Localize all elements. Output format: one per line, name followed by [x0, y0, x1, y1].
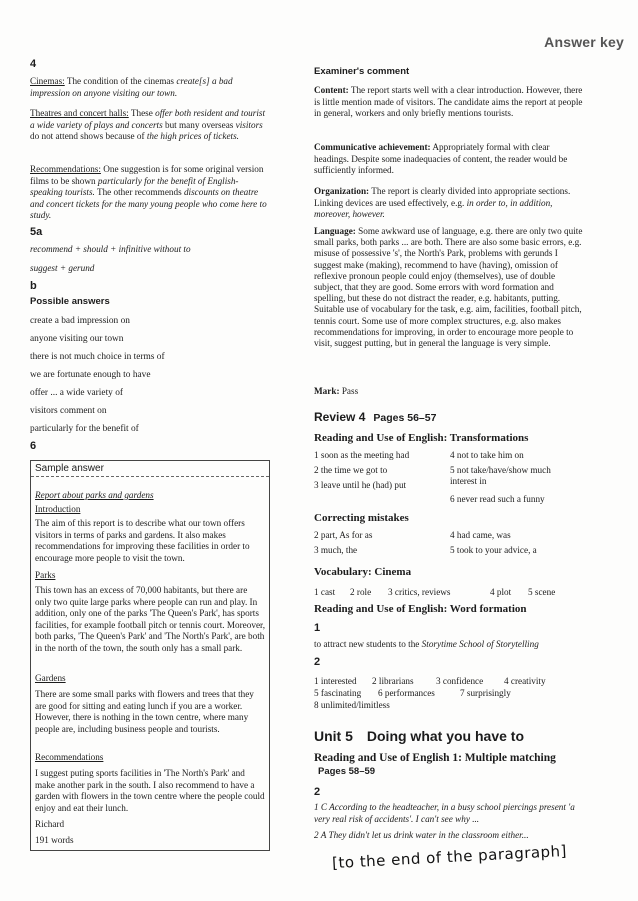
text: Storytime School of Storytelling: [421, 639, 539, 649]
answer-item: 6 never read such a funny: [450, 494, 545, 504]
text: The condition of the cinemas: [64, 76, 177, 86]
comment-mark: [314, 386, 584, 398]
comment-content: [314, 85, 584, 120]
text: but many overseas: [162, 119, 236, 130]
section-heading: Parks: [35, 570, 56, 580]
answer-item: 1 interested: [314, 676, 357, 686]
answer-item: 2 the time we got to: [314, 465, 388, 475]
answer-item: 3 much, the: [314, 545, 358, 555]
answer-item: 1 C According to the headteacher, in a busy school piercings present 'a very real risk of accidents'. I can't see why ...: [314, 802, 575, 824]
text: visitors: [235, 119, 263, 130]
answer-item: 1 soon as the meeting had: [314, 450, 410, 460]
text: in order to, in addition, moreover, however.: [314, 197, 553, 220]
review-title: Review 4: [314, 410, 366, 424]
list-item: anyone visiting our town: [30, 334, 124, 344]
question-number: 1: [314, 622, 321, 634]
answer-item: [314, 639, 584, 651]
review-pages: Pages 56–57: [373, 412, 437, 424]
section-text: This town has an excess of 70,000 habitants, but there are only two quite large parks where people can run and play. In addition, only one of the parks 'The Queen's Park', has sports facilities, for example football pitch or tennis court. Moreover, both parks, 'The Queen's Park' and 'The North's Park', are both in the north of the town, the south only has a small park.: [35, 585, 266, 653]
section-text: There are some small parks with flowers and trees that they are good for sitting and eating lunch if you are a worker. However, there is nothing in the town centre, where many people are, including business people and tourists.: [35, 689, 254, 734]
answer-item: 4 had came, was: [450, 530, 511, 540]
review-heading: [314, 410, 584, 424]
section-heading: Introduction: [35, 504, 81, 514]
label: Communicative achievement:: [314, 142, 431, 152]
sample-answer-box: [30, 460, 270, 851]
section-text: I suggest puting sports facilities in 'The North's Park' and make another park in the south. I also recommend to have a garden with flowers in the town centre where the people could enjoy and eat their lunch.: [35, 768, 265, 813]
section-text: The aim of this report is to describe what our town offers visitors in terms of parks and gardens. It also makes recommendations for improving these facilities in order to encourage more people to visit the town.: [35, 518, 250, 563]
section-title: Reading and Use of English: Word formation: [314, 603, 527, 615]
label: Language:: [314, 226, 356, 236]
answer-item: 5 not take/have/show much interest in: [450, 465, 551, 486]
answer-item: 5 fascinating: [314, 688, 362, 698]
text: particularly for the benefit of English-speaking tourists.: [30, 175, 239, 198]
question-number: 5a: [30, 226, 43, 238]
sample-answer-title: Sample answer: [31, 461, 269, 477]
term: Cinemas:: [30, 76, 65, 86]
list-item: we are fortunate enough to have: [30, 370, 151, 380]
question-number: 6: [30, 440, 37, 452]
comment-organization: [314, 186, 584, 221]
answer-item: 3 critics, reviews: [388, 587, 451, 597]
text: Pass: [339, 386, 359, 396]
list-item: offer ... a wide variety of: [30, 388, 124, 398]
answer-item: 4 plot: [490, 587, 512, 597]
list-item: particularly for the benefit of: [30, 424, 139, 434]
text: Appropriately formal with clear headings. Despite some inadequacies of content, the reader would be sufficiently informed.: [314, 142, 568, 176]
handwritten-note: [to the end of the paragraph]: [331, 841, 568, 873]
section-heading: Gardens: [35, 673, 66, 683]
question-number: 4: [30, 58, 37, 70]
answer-item: 7 surprisingly: [460, 688, 511, 698]
list-item: there is not much choice in terms of: [30, 352, 165, 362]
paragraph-cinemas: [30, 76, 270, 99]
question-number: 2: [314, 656, 321, 668]
answer-item: 4 not to take him on: [450, 450, 524, 460]
label: Mark:: [314, 386, 340, 396]
text: offer both resident and tourist a wide variety of plays and concerts: [30, 108, 266, 130]
comment-communicative: [314, 142, 584, 177]
section-title: [314, 752, 574, 778]
page-header: Answer key: [544, 34, 624, 50]
formula-1: recommend + should + infinitive without to: [30, 244, 191, 254]
unit-title: Doing what you have to: [366, 728, 525, 744]
text: The report is clearly divided into appropriate sections. Linking devices are used effectively, e.g.: [314, 186, 571, 208]
question-number: 2: [314, 786, 321, 798]
pages: Pages 58–59: [318, 766, 376, 777]
term: Recommendations:: [30, 164, 101, 174]
section-title: Correcting mistakes: [314, 512, 409, 524]
text: One suggestion is for some original version films to be shown: [30, 164, 264, 186]
question-number: b: [30, 280, 37, 292]
answer-item: 2 librarians: [372, 676, 414, 686]
answer-item: 1 cast: [314, 587, 336, 597]
label: Organization:: [314, 186, 370, 196]
unit-number: Unit 5: [314, 728, 353, 744]
answer-item: 3 leave until he (had) put: [314, 480, 407, 490]
text: create[s] a bad impression on anyone visiting our town.: [30, 76, 233, 98]
answer-item: 6 performances: [378, 688, 435, 698]
text: The report starts well with a clear introduction. However, there is little mention made of visitors. The candidate aims the report at people in general, workers and only briefly mentions tourists.: [314, 85, 583, 119]
title: Reading and Use of English 1: Multiple matching: [314, 752, 556, 764]
signature: Richard: [35, 819, 65, 829]
examiners-comment-title: Examiner's comment: [314, 66, 410, 77]
formula-2: suggest + gerund: [30, 263, 95, 273]
paragraph-recommendations: [30, 164, 270, 222]
word-count: 191 words: [35, 835, 74, 845]
comment-language: [314, 226, 584, 349]
label: Content:: [314, 85, 349, 95]
term: Theatres and concert halls:: [30, 108, 129, 118]
answer-item: 8 unlimited/limitless: [314, 700, 390, 710]
paragraph-theatres: [30, 108, 270, 143]
answer-item: 5 scene: [528, 587, 556, 597]
list-item: visitors comment on: [30, 406, 107, 416]
section-title: Reading and Use of English: Transformations: [314, 432, 529, 444]
text: to attract new students to the: [314, 639, 422, 649]
answer-item: 5 took to your advice, a: [450, 545, 537, 555]
text: the high prices of tickets.: [146, 131, 239, 142]
text: These: [128, 108, 156, 118]
possible-answers-title: Possible answers: [30, 296, 110, 307]
report-title: Report about parks and gardens: [35, 490, 154, 500]
unit-heading: [314, 728, 584, 744]
text: The other recommends: [94, 187, 184, 198]
section-heading: Recommendations: [35, 752, 104, 762]
answer-item: 2 role: [350, 587, 372, 597]
text: discounts on theatre and concert tickets for the many young people who come here to study.: [30, 187, 267, 221]
answer-item: 2 part, As for as: [314, 530, 373, 540]
list-item: create a bad impression on: [30, 316, 130, 326]
answer-item: 2 A They didn't let us drink water in the classroom either...: [314, 830, 529, 840]
text: do not attend shows because of: [30, 131, 147, 142]
text: Some awkward use of language, e.g. there are only two quite small parks, both parks ... are both. There are also some basic errors, e.g. misuse of possessive 's', the North's Park, problems with gerunds I suggest make (making), recommend to have (having), omission of reflexive pronoun people could enjoy (themselves), use of double subject, that they are good. Some errors with word formation and spelling, but these do not distract the reader, e.g. habitants, putting. Suitable use of vocabulary for the task, e.g. aim, facilities, football pitch, tennis court. Some use of more complex structures, e.g. also makes recommendations for improving, in order to encourage more people to visit, suggest putting, but in general the language is very simple.: [314, 226, 583, 349]
answer-item: 4 creativity: [504, 676, 546, 686]
answer-item: 3 confidence: [436, 676, 484, 686]
section-title: Vocabulary: Cinema: [314, 566, 412, 578]
